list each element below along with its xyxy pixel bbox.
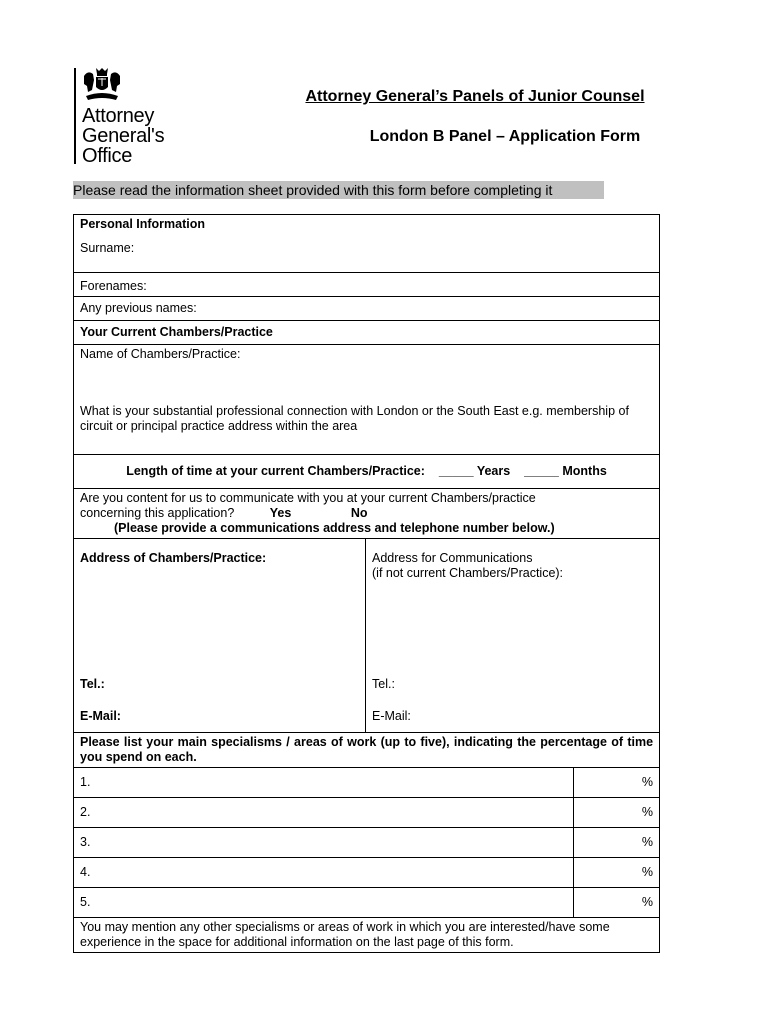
logo-text-line-1: Attorney	[82, 105, 155, 127]
chambers-address-heading: Address of Chambers/Practice:	[80, 551, 267, 565]
specialism-number: 3.	[80, 835, 91, 849]
consent-question-line2: concerning this application?	[80, 506, 235, 520]
surname-field[interactable]	[74, 241, 660, 273]
length-of-time-row	[74, 455, 660, 489]
logo-text-line-2: General's	[82, 125, 165, 147]
chambers-email-label: E-Mail:	[80, 709, 121, 723]
connection-question: What is your substantial professional connection with London or the South East e.g. membership of circuit or principal practice address within the area	[80, 404, 629, 433]
comm-email-label: E-Mail:	[372, 709, 411, 723]
logo-divider	[74, 68, 76, 164]
specialisms-heading: Please list your main specialisms / areas of work (up to five), indicating the percentage of time you spend on each.	[74, 733, 660, 768]
previous-names-field[interactable]	[74, 297, 660, 321]
communications-address-field[interactable]	[366, 539, 660, 733]
forenames-label: Forenames:	[80, 279, 147, 293]
specialisms-footer-note: You may mention any other specialisms or areas of work in which you are interested/have some experience in the space for additional information on the last page of this form.	[74, 918, 660, 953]
chambers-heading: Your Current Chambers/Practice	[80, 325, 273, 339]
specialism-percent-5[interactable]	[574, 888, 660, 918]
years-label: Years	[476, 464, 511, 478]
comm-address-heading: Address for Communications	[372, 551, 533, 565]
specialism-percent-1[interactable]	[574, 768, 660, 798]
comm-address-subheading: (if not current Chambers/Practice):	[372, 566, 564, 580]
months-label: Months	[562, 464, 607, 478]
specialism-row-4[interactable]	[74, 858, 574, 888]
communication-consent-cell	[74, 489, 660, 539]
personal-info-heading: Personal Information	[80, 217, 206, 231]
specialism-percent-2[interactable]	[574, 798, 660, 828]
instruction-notice: Please read the information sheet provided with this form before completing it	[73, 181, 604, 199]
specialism-number: 2.	[80, 805, 91, 819]
specialism-number: 5.	[80, 895, 91, 909]
chambers-heading-cell	[74, 321, 660, 345]
percent-sign: %	[641, 835, 654, 849]
percent-sign: %	[641, 865, 654, 879]
chambers-address-field[interactable]	[74, 539, 366, 733]
chambers-name-label: Name of Chambers/Practice:	[80, 347, 241, 361]
specialism-number: 1.	[80, 775, 91, 789]
no-option[interactable]: No	[350, 506, 368, 520]
consent-question: Are you content for us to communicate with you at your current Chambers/practice	[80, 491, 536, 505]
months-blank[interactable]: _____	[524, 464, 559, 478]
percent-sign: %	[641, 775, 654, 789]
form-subtitle: London B Panel – Application Form	[369, 128, 641, 145]
specialism-row-3[interactable]	[74, 828, 574, 858]
chambers-name-field[interactable]	[74, 345, 660, 455]
specialism-row-5[interactable]	[74, 888, 574, 918]
previous-names-label: Any previous names:	[80, 301, 197, 315]
specialism-row-2[interactable]	[74, 798, 574, 828]
personal-info-cell	[74, 215, 660, 241]
specialism-percent-4[interactable]	[574, 858, 660, 888]
specialism-number: 4.	[80, 865, 91, 879]
length-label: Length of time at your current Chambers/Practice:	[126, 464, 425, 478]
percent-sign: %	[641, 895, 654, 909]
specialism-percent-3[interactable]	[574, 828, 660, 858]
specialism-row-1[interactable]	[74, 768, 574, 798]
comm-tel-label: Tel.:	[372, 677, 395, 691]
application-form-table	[73, 214, 660, 953]
percent-sign: %	[641, 805, 654, 819]
royal-crest-icon	[82, 66, 122, 102]
years-blank[interactable]: _____	[438, 464, 474, 478]
consent-instruction: (Please provide a communications address and telephone number below.)	[114, 521, 555, 535]
yes-option[interactable]: Yes	[269, 506, 292, 520]
chambers-tel-label: Tel.:	[80, 677, 105, 691]
forenames-field[interactable]	[74, 273, 660, 297]
surname-label: Surname:	[80, 240, 135, 255]
logo-text-line-3: Office	[82, 145, 133, 167]
page-title: Attorney General’s Panels of Junior Counsel	[305, 88, 645, 105]
